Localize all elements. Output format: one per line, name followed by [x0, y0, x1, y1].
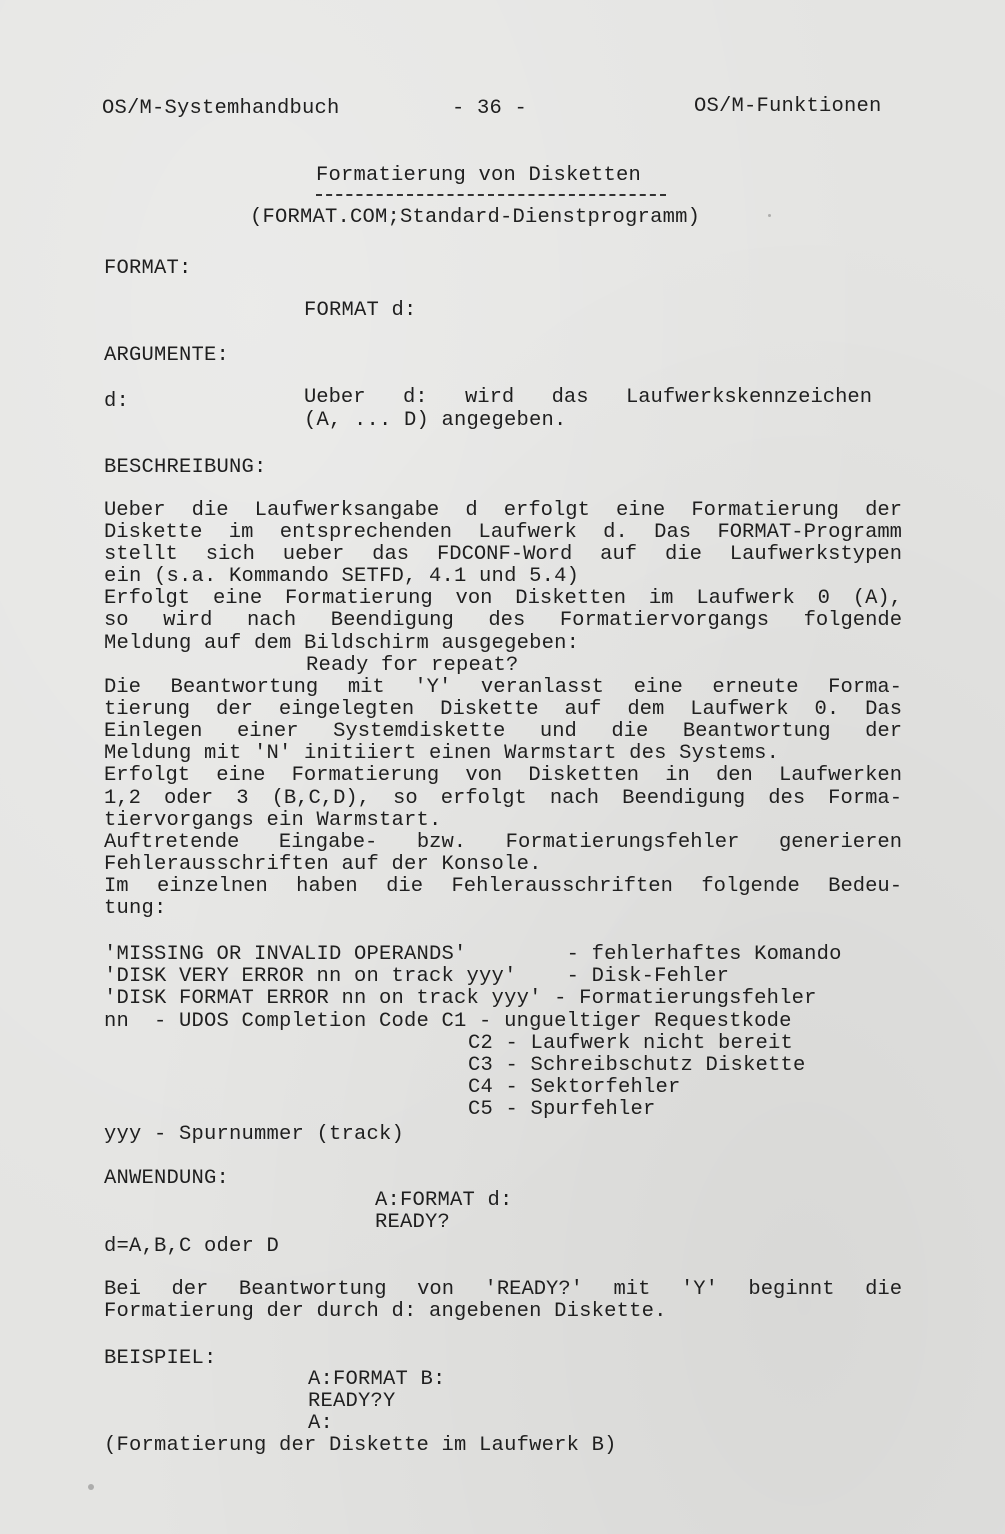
error-entry: 'DISK FORMAT ERROR nn on track yyy' - Formatierungsfehler [104, 987, 817, 1010]
completion-code-entry: C2 - Laufwerk nicht bereit [468, 1032, 794, 1055]
description-line: Fehlerausschriften auf der Konsole. [104, 853, 542, 876]
description-line: Einlegen einer Systemdiskette und die Beantwortung der [104, 720, 902, 743]
usage-values: d=A,B,C oder D [104, 1235, 280, 1258]
description-line: Erfolgt eine Formatierung von Disketten im Laufwerk 0 (A), [104, 587, 902, 610]
completion-code-entry: C4 - Sektorfehler [468, 1076, 681, 1099]
usage-note: Bei der Beantwortung von 'READY?' mit 'Y' beginnt die [104, 1278, 902, 1301]
usage-command: A:FORMAT d: [375, 1189, 513, 1212]
description-line: stellt sich ueber das FDCONF-Word auf die Laufwerkstypen [104, 543, 902, 566]
description-line: Im einzelnen haben die Fehlerausschriften folgende Bedeu- [104, 875, 902, 898]
example-line: A:FORMAT B: [308, 1368, 446, 1391]
page-title: Formatierung von Disketten [316, 164, 642, 187]
description-line: tiervorgangs ein Warmstart. [104, 809, 442, 832]
example-line: A: [308, 1412, 334, 1435]
description-line: Meldung mit 'N' initiiert einen Warmstart des Systems. [104, 742, 780, 765]
description-line: 1,2 oder 3 (B,C,D), so erfolgt nach Beendigung des Forma- [104, 787, 902, 810]
description-line: tierung der eingelegten Diskette auf dem Laufwerk 0. Das [104, 698, 902, 721]
track-number-entry: yyy - Spurnummer (track) [104, 1123, 405, 1146]
usage-prompt: READY? [375, 1211, 451, 1234]
description-line: Ueber die Laufwerksangabe d erfolgt eine Formatierung der [104, 499, 902, 522]
page-subtitle: (FORMAT.COM;Standard-Dienstprogramm) [250, 206, 701, 229]
argument-description-line: (A, ... D) angegeben. [304, 409, 567, 432]
completion-code-entry: C5 - Spurfehler [468, 1098, 656, 1121]
description-line: Diskette im entsprechenden Laufwerk d. Das FORMAT-Programm [104, 521, 902, 544]
description-line: Erfolgt eine Formatierung von Disketten in den Laufwerken [104, 764, 902, 787]
description-line: so wird nach Beendigung des Formatiervorgangs folgende [104, 609, 902, 632]
format-syntax: FORMAT d: [304, 299, 417, 322]
argument-name: d: [104, 390, 130, 413]
example-heading: BEISPIEL: [104, 1347, 217, 1370]
page-number: - 36 - [452, 97, 528, 120]
error-entry: 'MISSING OR INVALID OPERANDS' - fehlerhaftes Komando [104, 943, 842, 966]
description-line: Meldung auf dem Bildschirm ausgegeben: [104, 632, 580, 655]
description-line: ein (s.a. Kommando SETFD, 4.1 und 5.4) [104, 565, 580, 588]
header-right: OS/M-Funktionen [694, 95, 882, 118]
error-entry: 'DISK VERY ERROR nn on track yyy' - Disk-Fehler [104, 965, 730, 988]
description-heading: BESCHREIBUNG: [104, 456, 267, 479]
header-left: OS/M-Systemhandbuch [102, 97, 340, 120]
example-caption: (Formatierung der Diskette im Laufwerk B) [104, 1434, 617, 1457]
argument-description-line: Ueber d: wird das Laufwerkskennzeichen [304, 386, 872, 409]
scan-speck [88, 1484, 94, 1490]
description-line: tung: [104, 897, 167, 920]
usage-heading: ANWENDUNG: [104, 1167, 230, 1190]
title-underline [316, 194, 666, 196]
example-line: READY?Y [308, 1390, 396, 1413]
description-line: Die Beantwortung mit 'Y' veranlasst eine erneute Forma- [104, 676, 902, 699]
format-heading: FORMAT: [104, 257, 192, 280]
completion-code-entry: C3 - Schreibschutz Diskette [468, 1054, 806, 1077]
description-line: Auftretende Eingabe- bzw. Formatierungsfehler generieren [104, 831, 902, 854]
scan-speck [768, 214, 771, 217]
screen-message: Ready for repeat? [306, 654, 519, 677]
arguments-heading: ARGUMENTE: [104, 344, 230, 367]
usage-note: Formatierung der durch d: angebenen Diskette. [104, 1300, 667, 1323]
completion-code-entry: nn - UDOS Completion Code C1 - ungueltiger Requestkode [104, 1010, 792, 1033]
